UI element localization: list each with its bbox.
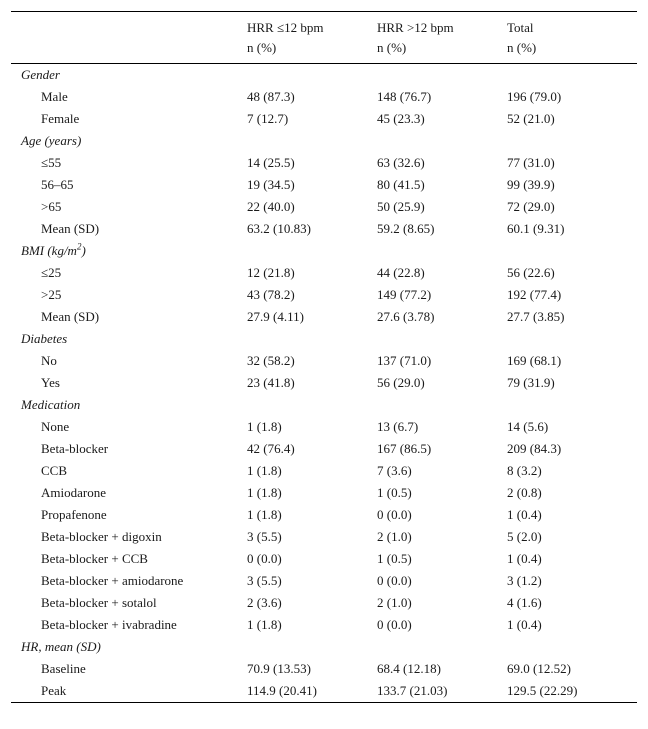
- row-label: Propafenone: [41, 507, 107, 522]
- table-row: [11, 526, 637, 548]
- row-label: None: [41, 419, 70, 434]
- table-row: [11, 614, 637, 636]
- header-hrr-high-title: HRR >12 bpm: [377, 20, 454, 35]
- total-value: 129.5 (22.29): [507, 683, 578, 698]
- total-value: 209 (84.3): [507, 441, 562, 456]
- hrr-low-value: 32 (58.2): [247, 353, 295, 368]
- hrr-high-value: 2 (1.0): [377, 529, 412, 544]
- table-row: [11, 218, 637, 240]
- section-title-text: Medication: [21, 397, 81, 412]
- table-row: [11, 416, 637, 438]
- section-title: [11, 240, 637, 262]
- hrr-low-value: 23 (41.8): [247, 375, 295, 390]
- table-row: [11, 350, 637, 372]
- section-row: [11, 328, 637, 350]
- hrr-high-value: 7 (3.6): [377, 463, 412, 478]
- hrr-low-value: 114.9 (20.41): [247, 683, 317, 698]
- section-row: [11, 240, 637, 262]
- total-value: 77 (31.0): [507, 155, 555, 170]
- hrr-high-value: 148 (76.7): [377, 89, 432, 104]
- hrr-high-value: 44 (22.8): [377, 265, 425, 280]
- table-row: [11, 262, 637, 284]
- row-label: Yes: [41, 375, 60, 390]
- header-hrr-low-title: HRR ≤12 bpm: [247, 20, 324, 35]
- header-hrr-low: [247, 12, 377, 64]
- hrr-high-value: 137 (71.0): [377, 353, 432, 368]
- row-label: Beta-blocker + sotalol: [41, 595, 157, 610]
- table-row: [11, 152, 637, 174]
- header-hrr-high: [377, 12, 507, 64]
- hrr-low-value: 27.9 (4.11): [247, 309, 304, 324]
- hrr-high-value: 27.6 (3.78): [377, 309, 435, 324]
- table-row: [11, 680, 637, 703]
- total-value: 1 (0.4): [507, 507, 542, 522]
- total-value: 196 (79.0): [507, 89, 562, 104]
- hrr-high-value: 2 (1.0): [377, 595, 412, 610]
- section-title: [11, 394, 637, 416]
- row-label: >25: [41, 287, 62, 302]
- section-title-superscript: 2: [76, 241, 82, 252]
- section-title: [11, 130, 637, 152]
- hrr-high-value: 149 (77.2): [377, 287, 432, 302]
- total-value: 72 (29.0): [507, 199, 555, 214]
- data-table-container: [11, 11, 637, 703]
- section-row: [11, 636, 637, 658]
- hrr-high-value: 1 (0.5): [377, 551, 412, 566]
- table-row: [11, 306, 637, 328]
- hrr-high-value: 63 (32.6): [377, 155, 425, 170]
- row-label: Peak: [41, 683, 67, 698]
- section-title: [11, 636, 637, 658]
- row-label: Female: [41, 111, 80, 126]
- hrr-high-value: 56 (29.0): [377, 375, 425, 390]
- row-label: Male: [41, 89, 68, 104]
- hrr-high-value: 1 (0.5): [377, 485, 412, 500]
- table-header-row: [11, 12, 637, 64]
- hrr-low-value: 2 (3.6): [247, 595, 282, 610]
- header-hrr-low-unit: n (%): [247, 40, 277, 55]
- header-total-title: Total: [507, 20, 534, 35]
- section-title-text: Age (years): [21, 133, 82, 148]
- total-value: 5 (2.0): [507, 529, 542, 544]
- hrr-low-value: 1 (1.8): [247, 463, 282, 478]
- table-row: [11, 482, 637, 504]
- row-label: Mean (SD): [41, 221, 100, 236]
- hrr-high-value: 50 (25.9): [377, 199, 425, 214]
- section-row: [11, 394, 637, 416]
- row-label: Beta-blocker + amiodarone: [41, 573, 184, 588]
- row-label: Mean (SD): [41, 309, 100, 324]
- hrr-high-value: 80 (41.5): [377, 177, 425, 192]
- table-row: [11, 108, 637, 130]
- hrr-low-value: 22 (40.0): [247, 199, 295, 214]
- header-empty-cell: [11, 12, 247, 64]
- hrr-low-value: 1 (1.8): [247, 507, 282, 522]
- total-value: 52 (21.0): [507, 111, 555, 126]
- row-label: 56–65: [41, 177, 74, 192]
- table-body: [11, 64, 637, 703]
- total-value: 4 (1.6): [507, 595, 542, 610]
- table-row: [11, 196, 637, 218]
- row-label: ≤55: [41, 155, 62, 170]
- table-row: [11, 504, 637, 526]
- section-title-text: Gender: [21, 67, 60, 82]
- section-title: [11, 328, 637, 350]
- section-title-text: Diabetes: [21, 331, 68, 346]
- total-value: 56 (22.6): [507, 265, 555, 280]
- total-value: 169 (68.1): [507, 353, 562, 368]
- total-value: 99 (39.9): [507, 177, 555, 192]
- hrr-low-value: 7 (12.7): [247, 111, 289, 126]
- section-title-text: HR, mean (SD): [21, 639, 101, 654]
- hrr-high-value: 45 (23.3): [377, 111, 425, 126]
- total-value: 14 (5.6): [507, 419, 549, 434]
- hrr-high-value: 0 (0.0): [377, 507, 412, 522]
- hrr-high-value: 0 (0.0): [377, 617, 412, 632]
- total-value: 79 (31.9): [507, 375, 555, 390]
- row-label: >65: [41, 199, 62, 214]
- table-row: [11, 174, 637, 196]
- hrr-low-value: 1 (1.8): [247, 419, 282, 434]
- section-row: [11, 64, 637, 87]
- total-value: 69.0 (12.52): [507, 661, 571, 676]
- table-row: [11, 592, 637, 614]
- hrr-low-value: 12 (21.8): [247, 265, 295, 280]
- hrr-high-value: 0 (0.0): [377, 573, 412, 588]
- row-label: Baseline: [41, 661, 86, 676]
- hrr-high-value: 59.2 (8.65): [377, 221, 435, 236]
- hrr-low-value: 1 (1.8): [247, 617, 282, 632]
- section-title-suffix: ): [81, 243, 86, 258]
- hrr-low-value: 63.2 (10.83): [247, 221, 311, 236]
- section-title-text: BMI (kg/m: [21, 243, 77, 258]
- hrr-low-value: 0 (0.0): [247, 551, 282, 566]
- total-value: 1 (0.4): [507, 551, 542, 566]
- section-title: [11, 64, 637, 87]
- total-value: 1 (0.4): [507, 617, 542, 632]
- row-label: No: [41, 353, 57, 368]
- table-row: [11, 658, 637, 680]
- table-row: [11, 86, 637, 108]
- section-row: [11, 130, 637, 152]
- row-label: Beta-blocker + ivabradine: [41, 617, 177, 632]
- total-value: 2 (0.8): [507, 485, 542, 500]
- characteristics-table: [11, 11, 637, 703]
- row-label: Beta-blocker + CCB: [41, 551, 148, 566]
- table-row: [11, 548, 637, 570]
- row-label: Amiodarone: [41, 485, 106, 500]
- row-label: CCB: [41, 463, 68, 478]
- table-row: [11, 372, 637, 394]
- hrr-low-value: 3 (5.5): [247, 529, 282, 544]
- hrr-low-value: 42 (76.4): [247, 441, 295, 456]
- total-value: 8 (3.2): [507, 463, 542, 478]
- header-total-unit: n (%): [507, 40, 537, 55]
- hrr-low-value: 48 (87.3): [247, 89, 295, 104]
- hrr-low-value: 3 (5.5): [247, 573, 282, 588]
- total-value: 3 (1.2): [507, 573, 542, 588]
- row-label: ≤25: [41, 265, 62, 280]
- row-label: Beta-blocker: [41, 441, 109, 456]
- total-value: 27.7 (3.85): [507, 309, 565, 324]
- hrr-low-value: 43 (78.2): [247, 287, 295, 302]
- header-hrr-high-unit: n (%): [377, 40, 407, 55]
- total-value: 192 (77.4): [507, 287, 562, 302]
- total-value: 60.1 (9.31): [507, 221, 565, 236]
- table-row: [11, 438, 637, 460]
- hrr-high-value: 68.4 (12.18): [377, 661, 441, 676]
- hrr-high-value: 133.7 (21.03): [377, 683, 448, 698]
- table-row: [11, 570, 637, 592]
- hrr-high-value: 167 (86.5): [377, 441, 432, 456]
- hrr-low-value: 19 (34.5): [247, 177, 295, 192]
- hrr-low-value: 1 (1.8): [247, 485, 282, 500]
- hrr-low-value: 70.9 (13.53): [247, 661, 311, 676]
- row-label: Beta-blocker + digoxin: [41, 529, 162, 544]
- hrr-low-value: 14 (25.5): [247, 155, 295, 170]
- table-row: [11, 460, 637, 482]
- header-total: [507, 12, 637, 64]
- table-row: [11, 284, 637, 306]
- hrr-high-value: 13 (6.7): [377, 419, 419, 434]
